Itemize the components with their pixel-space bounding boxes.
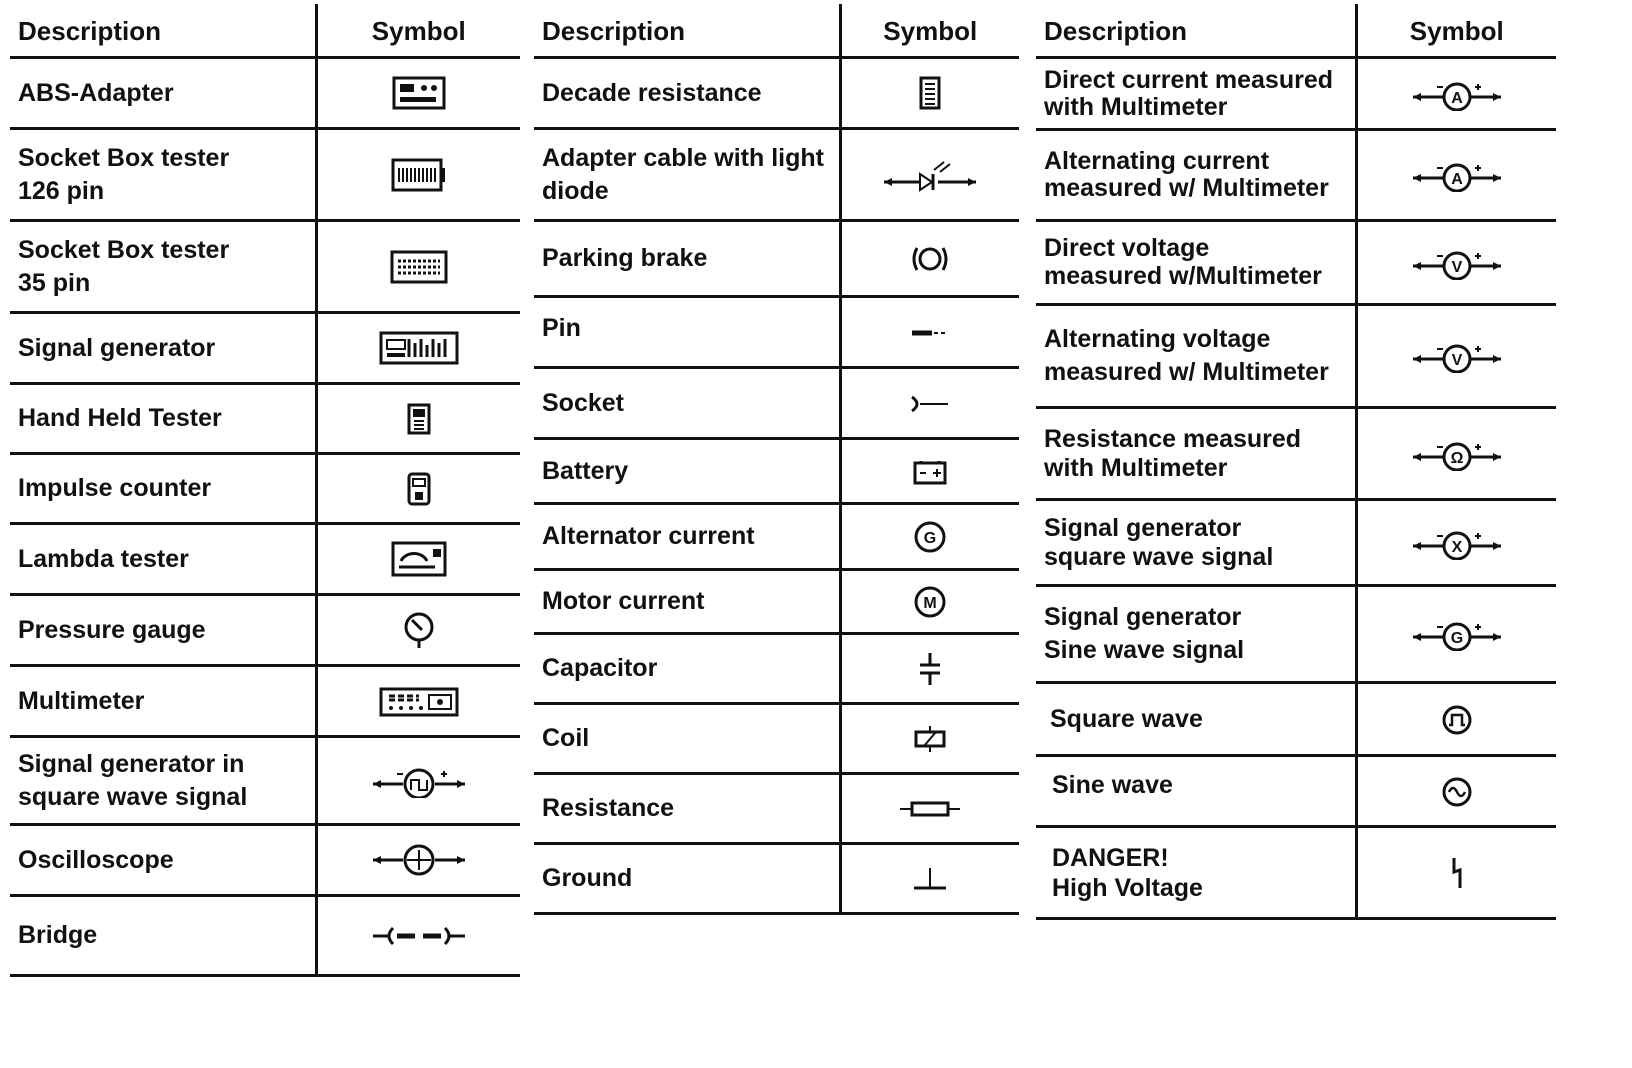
table-row xyxy=(10,58,520,129)
table-row xyxy=(1036,408,1556,500)
table-row xyxy=(1036,130,1556,221)
signal-generator-square-probe-icon xyxy=(369,764,469,798)
row-label: Hand Held Tester xyxy=(10,384,316,454)
symbol-header: Symbol xyxy=(1356,4,1556,58)
meter-glyph: X xyxy=(1451,538,1463,556)
table-row xyxy=(1036,58,1556,130)
symbol-header: Symbol xyxy=(316,4,520,58)
ground-icon xyxy=(910,866,950,892)
table-row xyxy=(10,454,520,524)
row-label: Decade resistance xyxy=(534,58,840,129)
description-header: Description xyxy=(1036,4,1356,58)
row-label: Socket Box tester 126 pin xyxy=(10,129,316,221)
coil-icon xyxy=(912,724,948,754)
bridge-icon xyxy=(369,924,469,948)
row-label: Bridge xyxy=(10,896,316,976)
description-header: Description xyxy=(534,4,840,58)
table-row xyxy=(534,58,1019,129)
motor-icon xyxy=(913,585,947,619)
table-row xyxy=(534,439,1019,504)
table-row xyxy=(534,844,1019,914)
table-row xyxy=(1036,305,1556,408)
row-label: Oscilloscope xyxy=(10,825,316,896)
table-row xyxy=(10,129,520,221)
row-label: Capacitor xyxy=(534,634,840,704)
table-row xyxy=(1036,586,1556,683)
meter-glyph: G xyxy=(1450,630,1463,648)
table-row xyxy=(534,504,1019,570)
row-label: Parking brake xyxy=(534,221,840,297)
row-label: Resistance xyxy=(534,774,840,844)
table-row xyxy=(1036,683,1556,756)
table-row xyxy=(1036,756,1556,827)
voltmeter-dc-icon xyxy=(1409,246,1505,280)
header-row xyxy=(534,4,1019,58)
generator-square-probe-icon xyxy=(1409,526,1505,560)
battery-icon xyxy=(913,459,947,485)
meter-glyph: V xyxy=(1451,352,1463,370)
header-row xyxy=(10,4,520,58)
table-row xyxy=(534,221,1019,297)
socket-box-126-icon xyxy=(391,158,447,192)
pin-icon xyxy=(910,327,950,339)
legend-column-3 xyxy=(1036,4,1556,920)
meter-glyph: A xyxy=(1450,89,1463,107)
row-label: Direct voltage measured w/Multimeter xyxy=(1036,221,1356,305)
row-label: Adapter cable with light diode xyxy=(534,129,840,221)
table-row xyxy=(534,704,1019,774)
row-label: Alternating current measured w/ Multimeter xyxy=(1036,130,1356,221)
table-row xyxy=(10,896,520,976)
row-label: Multimeter xyxy=(10,666,316,737)
row-label: Signal generator in square wave signal xyxy=(10,737,316,825)
row-label: Pressure gauge xyxy=(10,595,316,666)
header-row xyxy=(1036,4,1556,58)
hand-held-tester-icon xyxy=(407,403,431,435)
legend-column-2 xyxy=(534,4,1019,915)
row-label: Pin xyxy=(534,297,840,368)
table-row xyxy=(10,595,520,666)
meter-glyph: V xyxy=(1451,258,1463,276)
ammeter-ac-icon xyxy=(1409,158,1505,192)
row-label: DANGER! High Voltage xyxy=(1036,827,1356,919)
square-wave-icon xyxy=(1441,704,1473,736)
socket-icon xyxy=(910,394,950,414)
ammeter-dc-icon xyxy=(1409,77,1505,111)
row-label: Signal generator xyxy=(10,313,316,384)
sine-wave-icon xyxy=(1441,776,1473,808)
signal-generator-icon xyxy=(379,331,459,365)
row-label: Motor current xyxy=(534,570,840,634)
row-label: Socket Box tester 35 pin xyxy=(10,221,316,313)
parking-brake-icon xyxy=(911,244,949,274)
table-row xyxy=(534,570,1019,634)
row-label: Direct current measured with Multimeter xyxy=(1036,58,1356,130)
legend-column-1 xyxy=(10,4,520,977)
row-label: ABS-Adapter xyxy=(10,58,316,129)
table-row xyxy=(534,297,1019,368)
row-label: Alternating voltage measured w/ Multimeter xyxy=(1036,305,1356,408)
table-row xyxy=(1036,500,1556,586)
abs-adapter-icon xyxy=(392,76,446,110)
row-label: Signal generator square wave signal xyxy=(1036,500,1356,586)
row-label: Square wave xyxy=(1036,683,1356,756)
pressure-gauge-icon xyxy=(402,610,436,650)
row-label: Resistance measured with Multimeter xyxy=(1036,408,1356,500)
table-row xyxy=(10,313,520,384)
table-row xyxy=(10,825,520,896)
svg-text:M: M xyxy=(923,594,937,612)
ohmmeter-icon xyxy=(1409,437,1505,471)
table-row xyxy=(10,221,520,313)
alternator-icon xyxy=(913,520,947,554)
multimeter-icon xyxy=(379,687,459,717)
socket-box-35-icon xyxy=(390,250,448,284)
voltmeter-ac-icon xyxy=(1409,339,1505,373)
legend-table-2 xyxy=(534,4,1019,915)
table-row xyxy=(534,774,1019,844)
row-label: Ground xyxy=(534,844,840,914)
row-label: Coil xyxy=(534,704,840,774)
capacitor-icon xyxy=(917,651,943,687)
table-row xyxy=(534,129,1019,221)
row-label: Battery xyxy=(534,439,840,504)
table-row xyxy=(1036,827,1556,919)
resistor-icon xyxy=(898,799,962,819)
symbol-header: Symbol xyxy=(840,4,1019,58)
legend-table-1 xyxy=(10,4,520,977)
high-voltage-icon xyxy=(1448,856,1466,890)
table-row xyxy=(10,737,520,825)
meter-glyph: Ω xyxy=(1450,449,1464,467)
table-row xyxy=(10,384,520,454)
table-row xyxy=(1036,221,1556,305)
decade-resistance-icon xyxy=(919,76,941,110)
impulse-counter-icon xyxy=(407,472,431,506)
lambda-tester-icon xyxy=(391,541,447,577)
meter-glyph: A xyxy=(1450,171,1463,189)
table-row xyxy=(534,368,1019,439)
table-row xyxy=(10,524,520,595)
svg-text:G: G xyxy=(924,529,937,547)
row-label: Impulse counter xyxy=(10,454,316,524)
table-row xyxy=(534,634,1019,704)
row-label: Sine wave xyxy=(1036,756,1356,827)
row-label: Signal generator Sine wave signal xyxy=(1036,586,1356,683)
table-row xyxy=(10,666,520,737)
row-label: Lambda tester xyxy=(10,524,316,595)
row-label: Alternator current xyxy=(534,504,840,570)
generator-sine-probe-icon xyxy=(1409,617,1505,651)
legend-table-3 xyxy=(1036,4,1556,920)
row-label: Socket xyxy=(534,368,840,439)
oscilloscope-icon xyxy=(369,843,469,877)
description-header: Description xyxy=(10,4,316,58)
led-adapter-cable-icon xyxy=(880,158,980,192)
